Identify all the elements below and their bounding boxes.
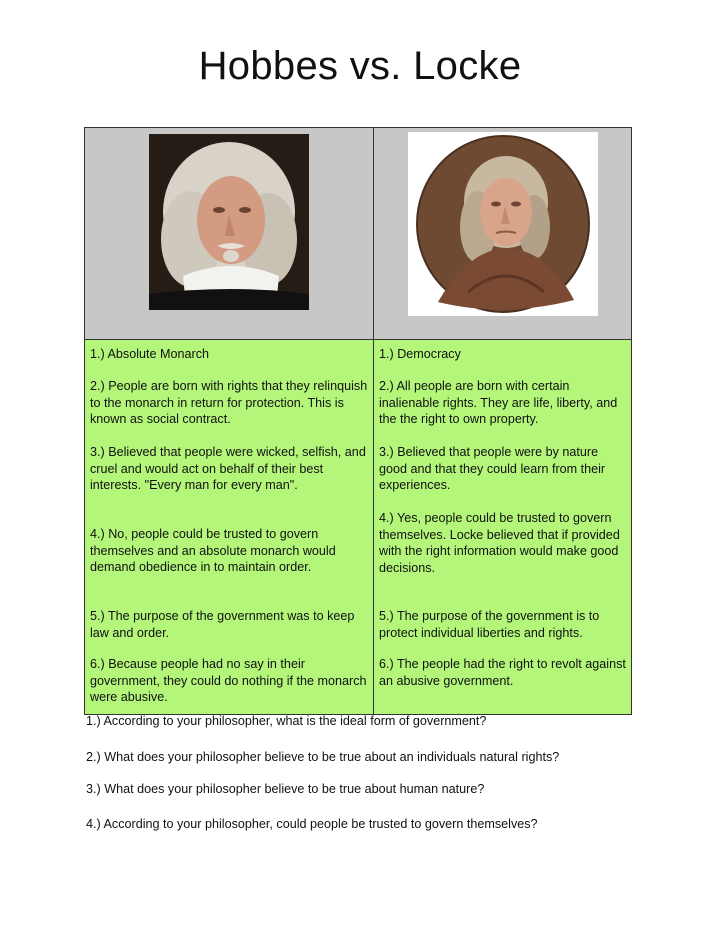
page-title: Hobbes vs. Locke [198, 44, 522, 88]
locke-item-4: 4.) Yes, people could be trusted to govern themselves. Locke believed that if provided with the right information would make good decisions. [379, 511, 620, 575]
hobbes-portrait [149, 134, 309, 310]
locke-item-2: 2.) All people are born with certain inalienable rights. They are life, liberty, and the the right to own property. [379, 379, 618, 426]
question-4: 4.) According to your philosopher, could people be trusted to govern themselves? [86, 817, 538, 831]
locke-photo-cell [374, 128, 631, 340]
hobbes-item-6: 6.) Because people had no say in their government, they could do nothing if the monarch were abusive. [90, 657, 367, 704]
locke-item-6: 6.) The people had the right to revolt against an abusive government. [379, 657, 626, 688]
locke-item-5: 5.) The purpose of the government is to protect individual liberties and rights. [379, 609, 600, 640]
hobbes-item-1: 1.) Absolute Monarch [90, 347, 210, 361]
comparison-table [84, 127, 632, 715]
question-3: 3.) What does your philosopher believe to be true about human nature? [86, 782, 485, 796]
hobbes-item-3: 3.) Believed that people were wicked, selfish, and cruel and would act on behalf of their best interests. "Every man for every man". [90, 445, 366, 492]
locke-portrait [408, 132, 598, 316]
locke-item-3: 3.) Believed that people were by nature good and that they could learn from their experiences. [379, 445, 606, 492]
hobbes-item-2: 2.) People are born with rights that they relinquish to the monarch in return for protection. This is known as social contract. [90, 379, 368, 426]
hobbes-item-4: 4.) No, people could be trusted to govern themselves and an absolute monarch would demand obedience in to maintain order. [90, 527, 336, 574]
locke-text-cell [374, 340, 631, 714]
question-2: 2.) What does your philosopher believe to be true about an individuals natural rights? [86, 750, 560, 764]
hobbes-column [85, 128, 374, 714]
locke-column [374, 128, 631, 714]
hobbes-text-cell [85, 340, 373, 714]
question-1: 1.) According to your philosopher, what is the ideal form of government? [86, 714, 487, 728]
hobbes-item-5: 5.) The purpose of the government was to keep law and order. [90, 609, 355, 640]
locke-item-1: 1.) Democracy [379, 347, 461, 361]
hobbes-photo-cell [85, 128, 373, 340]
